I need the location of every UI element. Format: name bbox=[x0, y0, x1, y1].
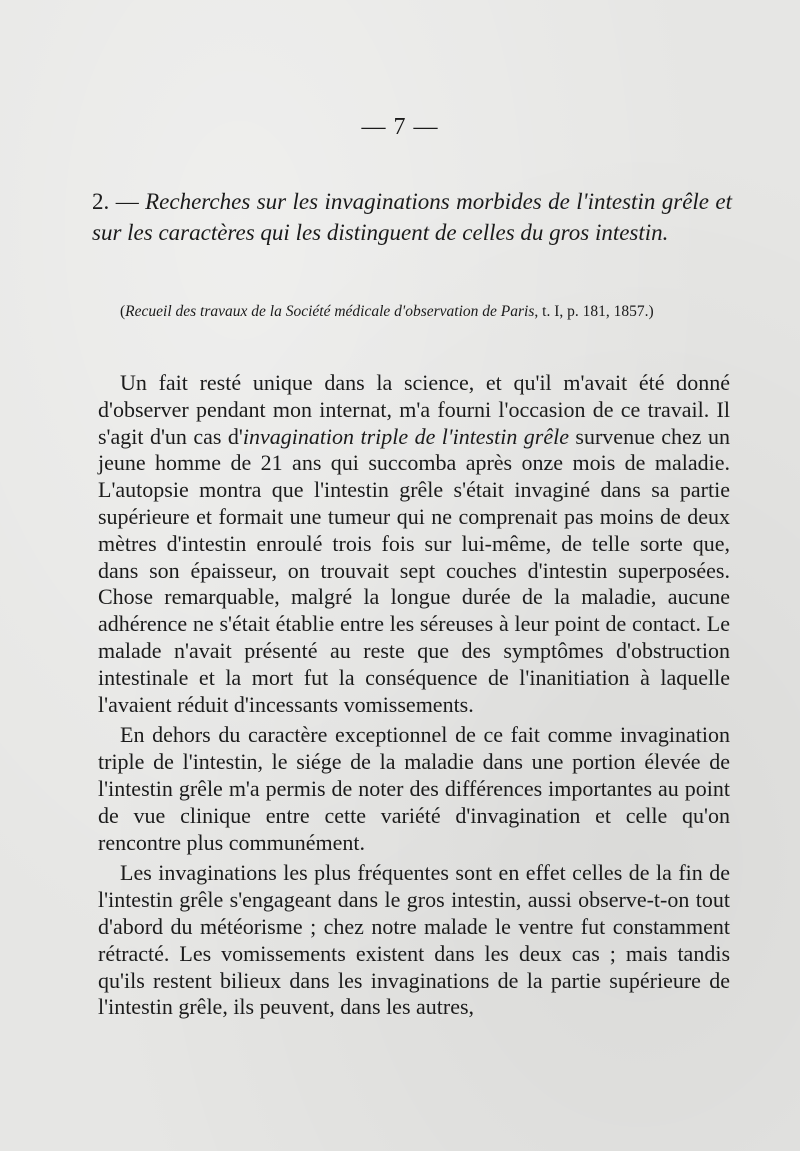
paragraph-text: En dehors du caractère exceptionnel de ce fait comme invagination triple de l'intestin, le siége de la maladie dans une portion élevée de l'intestin grêle m'a permis de noter des différences importantes au point de vue clinique entre cette variété d'invagination et celle qu'on rencontre plus communément. bbox=[98, 722, 730, 855]
citation-open: ( bbox=[120, 303, 126, 320]
section-heading bbox=[92, 186, 732, 248]
paragraph bbox=[98, 370, 730, 718]
body-text bbox=[98, 370, 730, 1025]
paragraph-text: survenue chez un jeune homme de 21 ans qui succomba après onze mois de maladie. L'autopsie montra que l'intestin grêle s'était invaginé dans sa partie supérieure et formait une tumeur qui ne comprenait pas moins de deux mètres d'intestin enroulé trois fois sur lui-même, de telle sorte que, dans son épaisseur, on trouvait sept couches d'intestin superposées. Chose remarquable, malgré la longue durée de la maladie, aucune adhérence ne s'était établie entre les séreuses à leur point de contact. Le malade n'avait présenté au reste que des symptômes d'obstruction intestinale et la mort fut la conséquence de l'inanitiation à laquelle l'avaient réduit d'incessants vomissements. bbox=[98, 423, 730, 717]
page-number: — 7 — bbox=[361, 114, 439, 140]
paragraph-text: Les invaginations les plus fréquentes sont en effet celles de la fin de l'intestin grêle s'engageant dans le gros intestin, aussi observe-t-on tout d'abord du météorisme ; chez notre malade le ventre fut constamment rétracté. Les vomissements existent dans les deux cas ; mais tandis qu'ils restent bilieux dans les invaginations de la partie supérieure de l'intestin grêle, ils peuvent, dans les autres, bbox=[98, 860, 730, 1020]
section-number: 2. bbox=[92, 189, 110, 214]
citation-source: Recueil des travaux de la Société médicale d'observation de Paris bbox=[125, 303, 535, 320]
paragraph-text: Un fait resté unique dans la science, et qu'il m'avait été donné d'observer pendant mon internat, m'a fourni l'occasion de ce travail. Il s'agit d'un cas d' bbox=[98, 370, 730, 449]
heading-dash: — bbox=[115, 189, 139, 214]
paragraph bbox=[98, 860, 730, 1021]
paragraph bbox=[98, 722, 730, 856]
citation-details: , t. I, p. 181, 1857.) bbox=[534, 303, 654, 320]
citation bbox=[120, 302, 720, 322]
paragraph-italic-text: invagination triple de l'intestin grêle bbox=[242, 423, 569, 449]
section-title: Recherches sur les invaginations morbides de l'intestin grêle et sur les caractères qui les distinguent de celles du gros intestin. bbox=[92, 189, 733, 245]
